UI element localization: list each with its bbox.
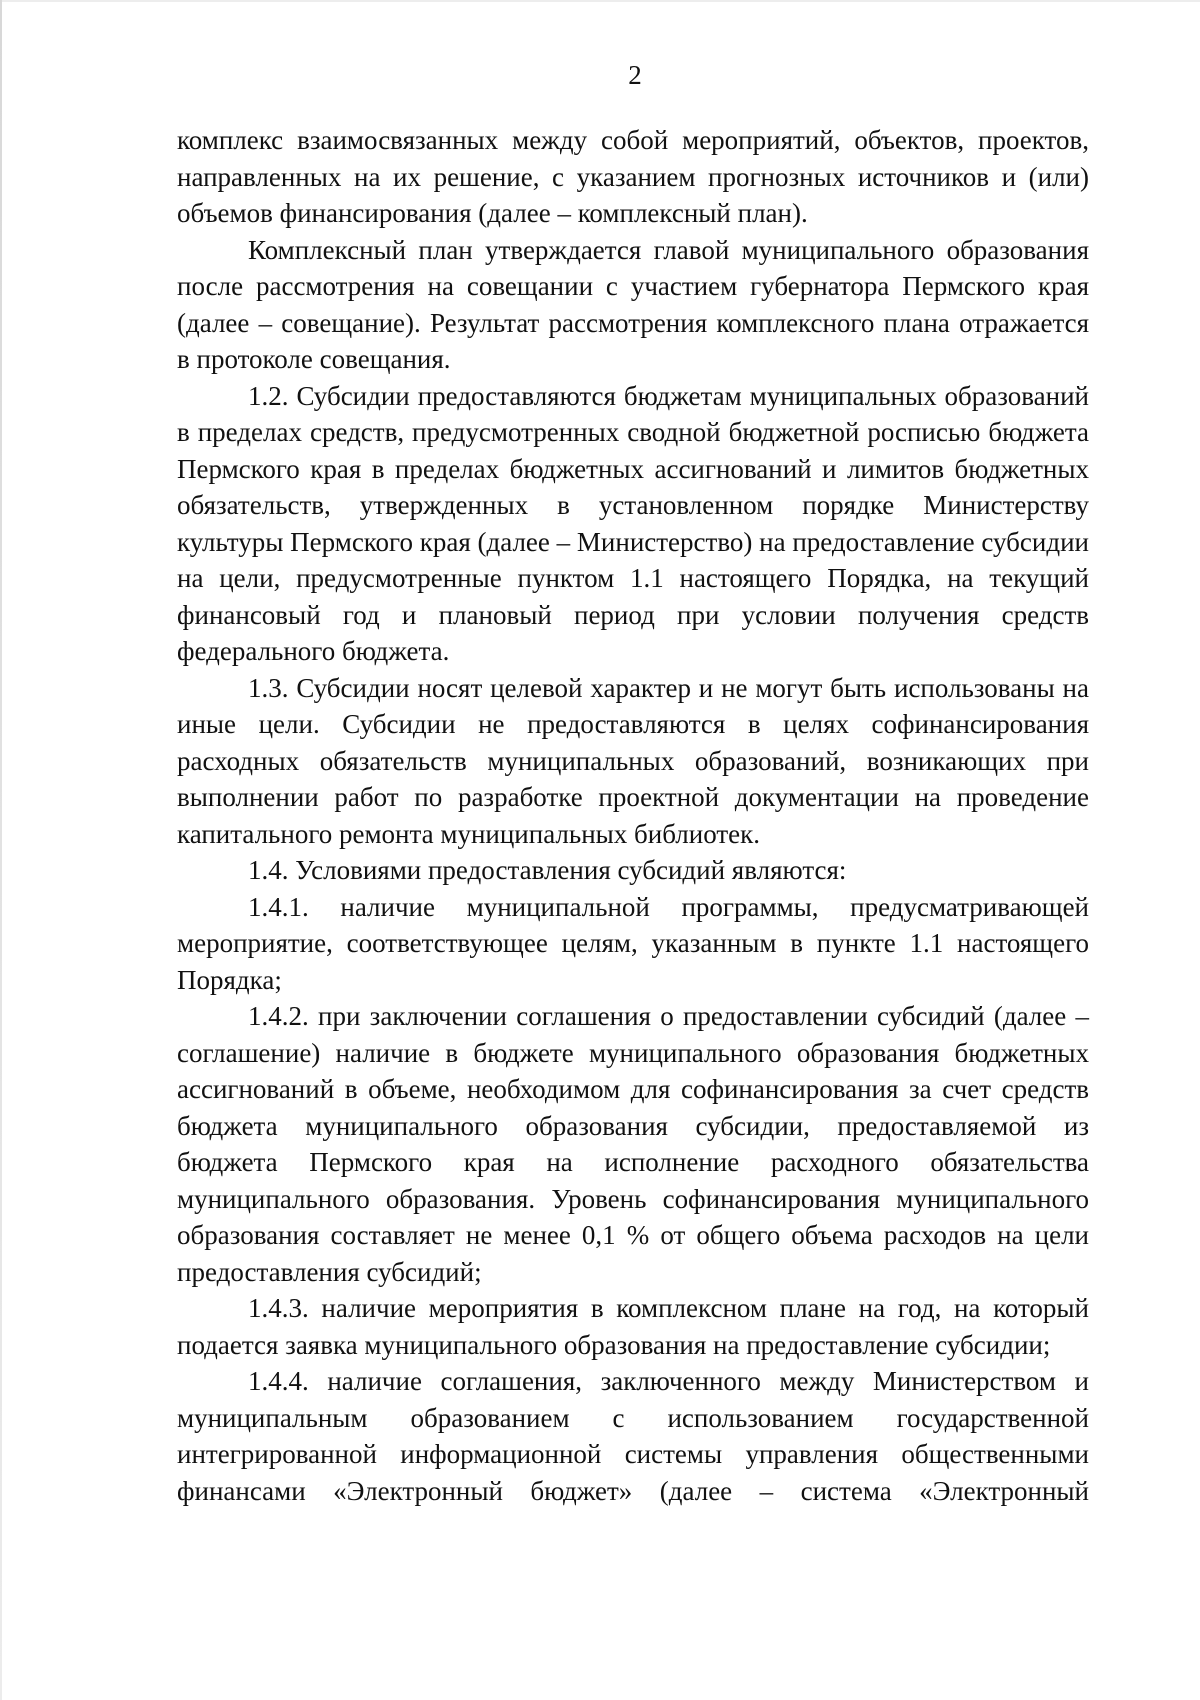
paragraph-1-4: 1.4. Условиями предоставления субсидий являются: — [248, 855, 847, 885]
scan-edge-top — [0, 0, 1200, 2]
paragraph-1-4-1: 1.4.1. наличие муниципальной программы, предусматривающей мероприятие, соответствующее целям, указанным в пункте 1.1 настоящего Порядка; — [177, 891, 1089, 995]
paragraph-1-4-3: 1.4.3. наличие мероприятия в комплексном плане на год, на который подается заявка муниципального образования на предоставление субсидии; — [177, 1293, 1089, 1360]
paragraph-1-2: 1.2. Субсидии предоставляются бюджетам муниципальных образований в пределах средств, предусмотренных сводной бюджетной росписью бюджета Пермского края в пределах бюджетных ассигнований и лимитов бюджетных обязательств, утвержденных в установленном порядке Министерству культуры Пермского края (далее – Министерство) на предоставление субсидии на цели, предусмотренные пунктом 1.1 настоящего Порядка, на текущий финансовый год и плановый период при условии получения средств федерального бюджета. — [177, 380, 1089, 666]
paragraph-1-4-2: 1.4.2. при заключении соглашения о предоставлении субсидий (далее – соглашение) наличие в бюджете муниципального образования бюджетных ассигнований в объеме, необходимом для софинансирования за счет средств бюджета муниципального образования субсидии, предоставляемой из бюджета Пермского края на исполнение расходного обязательства муниципального образования. Уровень софинансирования муниципального образования составляет не менее 0,1 % от общего объема расходов на цели предоставления субсидий; — [177, 1001, 1089, 1287]
paragraph-complex-plan: Комплексный план утверждается главой муниципального образования после рассмотрения на совещании с участием губернатора Пермского края (далее – совещание). Результат рассмотрения комплексного плана отражается в протоколе совещания. — [177, 234, 1089, 374]
page-number: 2 — [628, 60, 642, 90]
document-body — [177, 122, 1089, 1509]
paragraph-1-3: 1.3. Субсидии носят целевой характер и не могут быть использованы на иные цели. Субсидии не предоставляются в целях софинансирования расходных обязательств муниципальных образований, возникающих при выполнении работ по разработке проектной документации на проведение капитального ремонта муниципальных библиотек. — [177, 672, 1089, 849]
paragraph-1-4-4: 1.4.4. наличие соглашения, заключенного между Министерством и муниципальным образованием с использованием государственной интегрированной информационной системы управления общественными финансами «Электронный бюджет» (далее – система «Электронный — [177, 1366, 1089, 1506]
scan-edge-left — [0, 0, 2, 1700]
paragraph-continuation: комплекс взаимосвязанных между собой мероприятий, объектов, проектов, направленных на их решение, с указанием прогнозных источников и (или) объемов финансирования (далее – комплексный план). — [177, 125, 1089, 228]
